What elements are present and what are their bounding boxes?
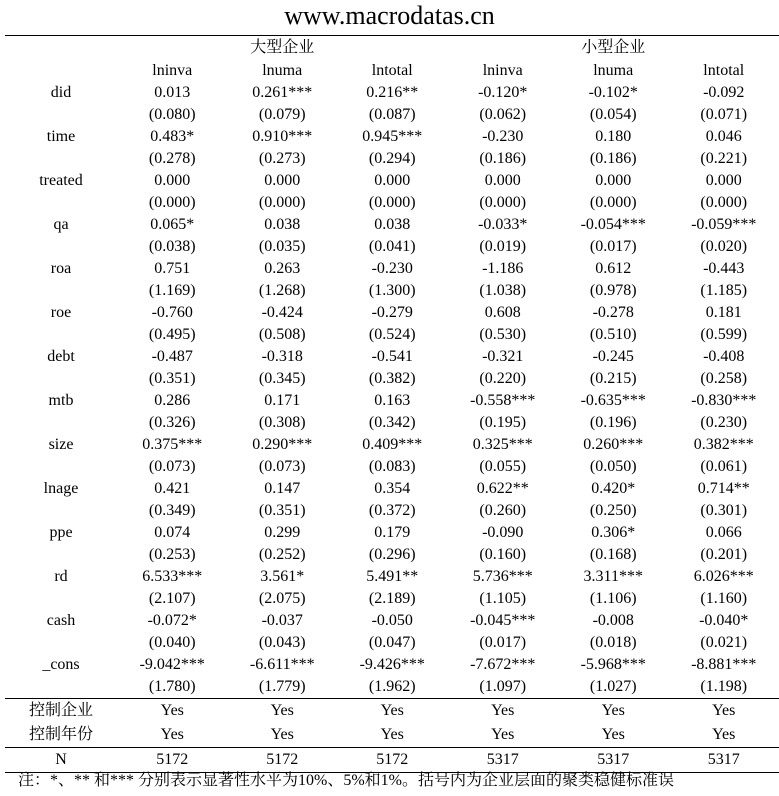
variable-label: _cons [42,656,80,673]
variable-label: cash [46,612,76,629]
coefficient-cell: 6.533*** [142,568,203,585]
fixed-effect-row [5,699,779,724]
standard-error-row [5,324,779,346]
fixed-effect-cell: Yes [601,702,625,719]
coefficient-cell: 0.065* [150,216,195,233]
coefficient-row [5,654,779,676]
standard-error-cell: (0.195) [479,414,527,431]
coefficient-cell: 0.375*** [142,436,203,453]
coefficient-row [5,346,779,368]
standard-error-cell: (0.530) [479,326,527,343]
standard-error-cell: (0.220) [479,370,527,387]
standard-error-cell: (1.198) [668,676,779,699]
variable-label: mtb [48,392,74,409]
coefficient-cell: 0.261*** [252,84,313,101]
coefficient-cell: 6.026*** [693,568,754,585]
column-header: lnuma [262,61,303,79]
variable-label: qa [53,216,69,233]
coefficient-cell: -0.635*** [580,392,646,409]
empty-cell [5,236,117,258]
fixed-effect-label: 控制企业 [28,702,93,719]
coefficient-cell: 0.286 [154,392,191,409]
empty-cell [5,500,117,522]
fixed-effect-cell: Yes [337,723,448,748]
coefficient-cell: -0.033* [478,216,528,233]
standard-error-cell: (0.250) [589,502,637,519]
coefficient-cell: -0.050 [371,612,413,629]
standard-error-row [5,456,779,478]
standard-error-cell: (0.041) [368,238,416,255]
standard-error-cell: (0.372) [368,502,416,519]
standard-error-cell: (0.055) [479,458,527,475]
fixed-effect-cell: Yes [447,723,558,748]
coefficient-row [5,390,779,412]
empty-cell [5,59,117,82]
standard-error-cell: (0.160) [479,546,527,563]
standard-error-cell: (0.000) [479,194,527,211]
standard-error-cell: (0.351) [258,502,306,519]
coefficient-cell: -6.611*** [249,656,315,673]
standard-error-cell: (2.189) [368,590,416,607]
standard-error-cell: (0.221) [700,150,748,167]
empty-cell [5,588,117,610]
group-header-row [5,36,779,59]
coefficient-cell: 0.260*** [583,436,644,453]
standard-error-cell: (0.294) [368,150,416,167]
variable-label: debt [47,348,75,365]
column-header: lninva [152,61,193,79]
standard-error-cell: (0.508) [258,326,306,343]
coefficient-cell: 5.736*** [472,568,533,585]
standard-error-cell: (0.054) [589,106,637,123]
standard-error-cell: (0.252) [258,546,306,563]
regression-table-body [5,36,779,773]
coefficient-cell: -0.487 [151,348,193,365]
empty-cell [5,148,117,170]
column-header: lntotal [371,61,413,79]
variable-label: ppe [49,524,73,541]
column-header-row [5,59,779,82]
standard-error-cell: (0.000) [700,194,748,211]
coefficient-cell: -0.279 [371,304,413,321]
coefficient-cell: 0.179 [374,524,411,541]
coefficient-cell: -0.230 [371,260,413,277]
coefficient-row [5,214,779,236]
coefficient-cell: 0.066 [705,524,742,541]
variable-label: roa [50,260,72,277]
column-header: lntotal [703,61,745,79]
coefficient-cell: -0.230 [482,128,524,145]
variable-label: rd [54,568,68,585]
standard-error-cell: (1.780) [117,676,228,699]
standard-error-cell: (1.268) [258,282,306,299]
standard-error-cell: (0.186) [589,150,637,167]
coefficient-cell: 0.147 [264,480,301,497]
observations-label: N [5,748,117,773]
standard-error-cell: (0.273) [258,150,306,167]
standard-error-cell: (1.027) [558,676,669,699]
coefficient-row [5,170,779,192]
standard-error-cell: (0.000) [148,194,196,211]
coefficient-cell: 0.181 [705,304,742,321]
standard-error-cell: (0.301) [700,502,748,519]
coefficient-cell: 0.622** [476,480,529,497]
coefficient-cell: -0.054*** [580,216,646,233]
standard-error-cell: (0.308) [258,414,306,431]
coefficient-cell: 0.409*** [362,436,423,453]
empty-cell [5,676,117,699]
coefficient-cell: 0.325*** [472,436,533,453]
coefficient-cell: 0.299 [264,524,301,541]
coefficient-cell: -1.186 [482,260,524,277]
regression-table [5,36,779,773]
coefficient-cell: -7.672*** [470,656,536,673]
standard-error-cell: (0.196) [589,414,637,431]
observations-cell: 5172 [117,748,228,773]
fixed-effect-cell: Yes [228,723,337,748]
standard-error-cell: (0.062) [479,106,527,123]
coefficient-cell: -0.092 [703,84,745,101]
coefficient-cell: -0.245 [592,348,634,365]
standard-error-cell: (0.524) [368,326,416,343]
coefficient-cell: -0.760 [151,304,193,321]
coefficient-row [5,302,779,324]
standard-error-cell: (0.326) [148,414,196,431]
coefficient-cell: 0.000 [264,172,301,189]
standard-error-cell: (0.047) [368,634,416,651]
standard-error-row [5,412,779,434]
coefficient-cell: 0.910*** [252,128,313,145]
coefficient-cell: 0.000 [484,172,521,189]
fixed-effect-cell: Yes [712,702,736,719]
coefficient-cell: 0.038 [264,216,301,233]
coefficient-cell: 0.046 [705,128,742,145]
standard-error-row [5,588,779,610]
coefficient-cell: 0.421 [154,480,191,497]
empty-cell [5,36,117,59]
standard-error-cell: (0.073) [148,458,196,475]
standard-error-cell: (0.000) [589,194,637,211]
fixed-effect-label: 控制年份 [5,723,117,748]
coefficient-cell: 3.561* [260,568,305,585]
coefficient-row [5,434,779,456]
standard-error-row [5,236,779,258]
fixed-effect-cell: Yes [270,702,294,719]
coefficient-cell: -0.424 [261,304,303,321]
coefficient-cell: 0.945*** [362,128,423,145]
coefficient-cell: 0.420* [591,480,636,497]
coefficient-row [5,478,779,500]
standard-error-cell: (0.018) [589,634,637,651]
coefficient-cell: -8.881*** [691,656,757,673]
coefficient-cell: 0.751 [154,260,191,277]
standard-error-row [5,500,779,522]
coefficient-cell: -0.443 [703,260,745,277]
coefficient-cell: -0.090 [482,524,524,541]
standard-error-cell: (1.185) [700,282,748,299]
standard-error-cell: (0.253) [148,546,196,563]
coefficient-cell: 0.306* [591,524,636,541]
coefficient-cell: 0.038 [374,216,411,233]
coefficient-cell: 0.000 [374,172,411,189]
standard-error-cell: (0.079) [258,106,306,123]
empty-cell [5,412,117,434]
coefficient-cell: -0.072* [147,612,197,629]
standard-error-cell: (0.083) [368,458,416,475]
standard-error-row [5,676,779,699]
coefficient-cell: -0.059*** [691,216,757,233]
coefficient-cell: 0.608 [484,304,521,321]
fixed-effect-cell: Yes [380,702,404,719]
standard-error-row [5,104,779,126]
empty-cell [5,324,117,346]
coefficient-cell: -0.045*** [470,612,536,629]
standard-error-cell: (0.258) [700,370,748,387]
standard-error-cell: (0.035) [258,238,306,255]
coefficient-cell: -0.541 [371,348,413,365]
standard-error-cell: (0.186) [479,150,527,167]
coefficient-cell: -0.318 [261,348,303,365]
standard-error-row [5,148,779,170]
coefficient-cell: 0.382*** [693,436,754,453]
empty-cell [5,456,117,478]
coefficient-cell: 0.216** [366,84,419,101]
coefficient-row [5,610,779,632]
standard-error-cell: (0.080) [148,106,196,123]
coefficient-cell: 0.612 [595,260,632,277]
standard-error-cell: (1.097) [447,676,558,699]
standard-error-cell: (1.038) [479,282,527,299]
fixed-effect-cell: Yes [668,723,779,748]
empty-cell [5,368,117,390]
coefficient-cell: -0.408 [703,348,745,365]
standard-error-cell: (0.351) [148,370,196,387]
observations-cell: 5317 [558,748,669,773]
standard-error-row [5,368,779,390]
standard-error-cell: (0.978) [589,282,637,299]
standard-error-cell: (0.073) [258,458,306,475]
variable-label: lnage [43,480,79,497]
standard-error-cell: (1.779) [228,676,337,699]
standard-error-cell: (0.510) [589,326,637,343]
standard-error-cell: (2.107) [148,590,196,607]
coefficient-cell: -0.102* [588,84,638,101]
observations-cell: 5172 [228,748,337,773]
coefficient-cell: 0.354 [374,480,411,497]
standard-error-cell: (0.020) [700,238,748,255]
column-header: lninva [482,61,523,79]
observations-cell: 5317 [668,748,779,773]
standard-error-cell: (0.071) [700,106,748,123]
standard-error-cell: (0.050) [589,458,637,475]
coefficient-cell: 0.714** [697,480,750,497]
variable-label: did [50,84,72,101]
standard-error-row [5,192,779,214]
coefficient-cell: 0.163 [374,392,411,409]
standard-error-cell: (1.160) [700,590,748,607]
coefficient-cell: -0.008 [592,612,634,629]
empty-cell [5,280,117,302]
coefficient-row [5,258,779,280]
empty-cell [5,104,117,126]
empty-cell [5,192,117,214]
table-note: 注：*、** 和*** 分别表示显著性水平为10%、5%和1%。括号内为企业层面的聚类稳健标准误 [18,772,674,789]
coefficient-cell: 0.171 [264,392,301,409]
variable-label: size [48,436,74,453]
coefficient-cell: -5.968*** [580,656,646,673]
coefficient-row [5,126,779,148]
standard-error-cell: (0.215) [589,370,637,387]
standard-error-cell: (0.168) [589,546,637,563]
standard-error-row [5,632,779,654]
coefficient-cell: 0.290*** [252,436,313,453]
observations-cell: 5317 [447,748,558,773]
standard-error-cell: (0.038) [148,238,196,255]
standard-error-cell: (0.382) [368,370,416,387]
standard-error-cell: (1.169) [148,282,196,299]
coefficient-cell: -9.426*** [359,656,425,673]
variable-label: time [46,128,76,145]
fixed-effect-row [5,723,779,748]
coefficient-cell: -0.037 [261,612,303,629]
coefficient-row [5,566,779,588]
standard-error-cell: (0.000) [258,194,306,211]
empty-cell [5,632,117,654]
standard-error-cell: (0.017) [479,634,527,651]
coefficient-cell: -0.040* [699,612,749,629]
standard-error-row [5,280,779,302]
coefficient-cell: 0.483* [150,128,195,145]
coefficient-cell: -0.278 [592,304,634,321]
coefficient-cell: -0.830*** [691,392,757,409]
standard-error-cell: (0.230) [700,414,748,431]
group-header-large-firms: 大型企业 [250,38,315,56]
standard-error-cell: (0.019) [479,238,527,255]
empty-cell [5,544,117,566]
fixed-effect-cell: Yes [117,723,228,748]
coefficient-row [5,522,779,544]
variable-label: roe [50,304,72,321]
standard-error-cell: (0.040) [148,634,196,651]
standard-error-cell: (0.345) [258,370,306,387]
group-header-small-firms: 小型企业 [581,38,646,56]
standard-error-cell: (1.300) [368,282,416,299]
coefficient-cell: 0.000 [595,172,632,189]
coefficient-row [5,82,779,104]
standard-error-cell: (1.105) [479,590,527,607]
standard-error-cell: (0.061) [700,458,748,475]
standard-error-cell: (1.106) [589,590,637,607]
coefficient-cell: 0.074 [154,524,191,541]
standard-error-cell: (0.000) [368,194,416,211]
column-header: lnuma [593,61,634,79]
observations-cell: 5172 [337,748,448,773]
standard-error-cell: (0.260) [479,502,527,519]
standard-error-cell: (0.495) [148,326,196,343]
watermark-title: www.macrodatas.cn [284,1,495,30]
fixed-effect-cell: Yes [160,702,184,719]
standard-error-cell: (0.599) [700,326,748,343]
standard-error-cell: (0.278) [148,150,196,167]
standard-error-cell: (0.201) [700,546,748,563]
variable-label: treated [39,172,83,189]
coefficient-cell: 0.000 [705,172,742,189]
standard-error-cell: (0.021) [700,634,748,651]
standard-error-cell: (0.043) [258,634,306,651]
coefficient-cell: 0.263 [264,260,301,277]
standard-error-cell: (1.962) [337,676,448,699]
coefficient-cell: -0.321 [482,348,524,365]
coefficient-cell: 3.311*** [583,568,643,585]
coefficient-cell: -0.120* [478,84,528,101]
coefficient-cell: 0.013 [154,84,191,101]
standard-error-cell: (2.075) [258,590,306,607]
fixed-effect-cell: Yes [558,723,669,748]
coefficient-cell: 5.491** [366,568,419,585]
standard-error-row [5,544,779,566]
standard-error-cell: (0.296) [368,546,416,563]
standard-error-cell: (0.087) [368,106,416,123]
standard-error-cell: (0.017) [589,238,637,255]
coefficient-cell: -9.042*** [139,656,205,673]
coefficient-cell: 0.180 [595,128,632,145]
fixed-effect-cell: Yes [491,702,515,719]
standard-error-cell: (0.349) [148,502,196,519]
coefficient-cell: -0.558*** [470,392,536,409]
standard-error-cell: (0.342) [368,414,416,431]
coefficient-cell: 0.000 [154,172,191,189]
